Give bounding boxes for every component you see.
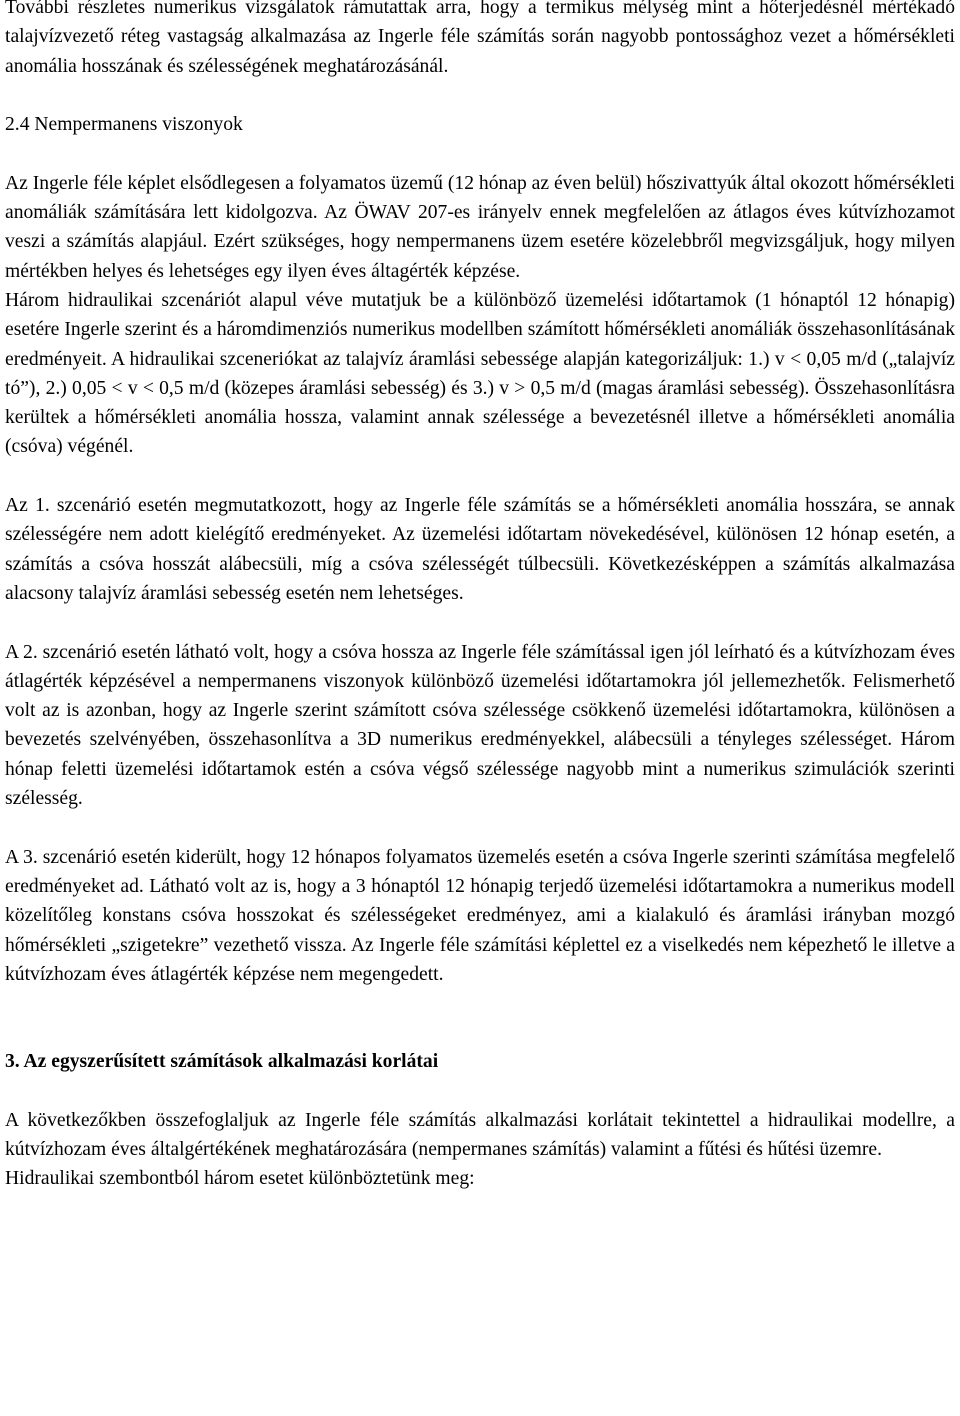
paragraph-scenario-2: A 2. szcenárió esetén látható volt, hogy a csóva hossza az Ingerle féle számítással igen jól leírható és a kútvízhozam éves átlagérték képzésével a nempermanens viszonyok különböző üzemelési időtartamokra jól jellemezhetők. Felismerhető volt az is azonban, hogy az Ingerle szerint számított csóva szélessége csökkenő üzemelési időtartamokra, különösen a bevezetés szelvényében, összehasonlítva a 3D numerikus eredményekkel, alábecsüli a tényleges szélességet. Három hónap feletti üzemelési időtartamok estén a csóva végső szélessége nagyobb mint a numerikus szimulációk szerinti szélesség.: [5, 641, 955, 810]
paragraph-limitations: A következőkben összefoglaljuk az Ingerle féle számítás alkalmazási korlátait tekintettel a hidraulikai modellre, a kútvízhozam éves általgértékének meghatározására (nempermanes számítás) valamint a fűtési és hűtési üzemre.: [5, 1109, 955, 1160]
subsection-heading: 2.4 Nempermanens viszonyok: [5, 114, 243, 136]
document-page: [5, 0, 955, 1194]
paragraph-scenarios: Három hidraulikai szcenáriót alapul véve mutatjuk be a különböző üzemelési időtartamok (1 hónaptól 12 hónapig) esetére Ingerle szerint és a háromdimenziós numerikus modellben számított hőmérsékleti anomáliák összehasonlításának eredményeit. A hidraulikai szceneriókat az talajvíz áramlási sebessége alapján kategorizáljuk: 1.) v < 0,05 m/d („talajvíz tó”), 2.) 0,05 < v < 0,5 m/d (közepes áramlási sebesség) és 3.) v > 0,5 m/d (magas áramlási sebesség). Összehasonlításra kerültek a hőmérsékleti anomália hossza, valamint annak szélessége a bevezetésnél illetve a hőmérsékleti anomália (csóva) végénél.: [5, 289, 955, 458]
paragraph-scenario-3: A 3. szcenárió esetén kiderült, hogy 12 hónapos folyamatos üzemelés esetén a csóva Ingerle szerinti számítása megfelelő eredményeket ad. Látható volt az is, hogy a 3 hónaptól 12 hónapig terjedő üzemelési időtartamokra a numerikus modell közelítőleg konstans csóva hosszokat és szélességeket eredményez, ami a kialakuló és áramlási irányban mozgó hőmérsékleti „szigetekre” vezethető vissza. Az Ingerle féle számítási képlettel ez a viselkedés nem képezhető le illetve a kútvízhozam éves átlagérték képzése nem megengedett.: [5, 846, 955, 985]
paragraph-scenario-1: Az 1. szcenárió esetén megmutatkozott, hogy az Ingerle féle számítás se a hőmérsékleti anomália hosszára, se annak szélességére nem adott kielégítő eredményeket. Az üzemelési időtartam növekedésével, különösen 12 hónap esetén, a számítás a csóva hosszát alábecsüli, míg a csóva szélességét túlbecsüli. Következésképpen a számítás alkalmazása alacsony talajvíz áramlási sebesség esetén nem lehetséges.: [5, 495, 955, 604]
paragraph-nonpermanent-intro: Az Ingerle féle képlet elsődlegesen a folyamatos üzemű (12 hónap az éven belül) hőszivattyúk által okozott hőmérsékleti anomáliák számítására lett kidolgozva. Az ÖWAV 207-es irányelv ennek megfelelően az átlagos éves kútvízhozamot veszi a számítás alapjául. Ezért szükséges, hogy nempermanens üzem esetére közelebbről megvizsgáljuk, hogy milyen mértékben helyes és lehetséges egy ilyen éves áltagérték képzése.: [5, 172, 955, 282]
section-heading: 3. Az egyszerűsített számítások alkalmazási korlátai: [5, 1051, 439, 1073]
intro-paragraph: További részletes numerikus vizsgálatok rámutattak arra, hogy a termikus mélység mint a hőterjedésnél mértékadó talajvízvezető réteg vastagság alkalmazása az Ingerle féle számítás során nagyobb pontossághoz vezet a hőmérsékleti anomália hosszának és szélességének meghatározásánál.: [5, 0, 955, 77]
paragraph-hydraulic-cases: Hidraulikai szembontból három esetet különböztetünk meg:: [5, 1168, 475, 1190]
